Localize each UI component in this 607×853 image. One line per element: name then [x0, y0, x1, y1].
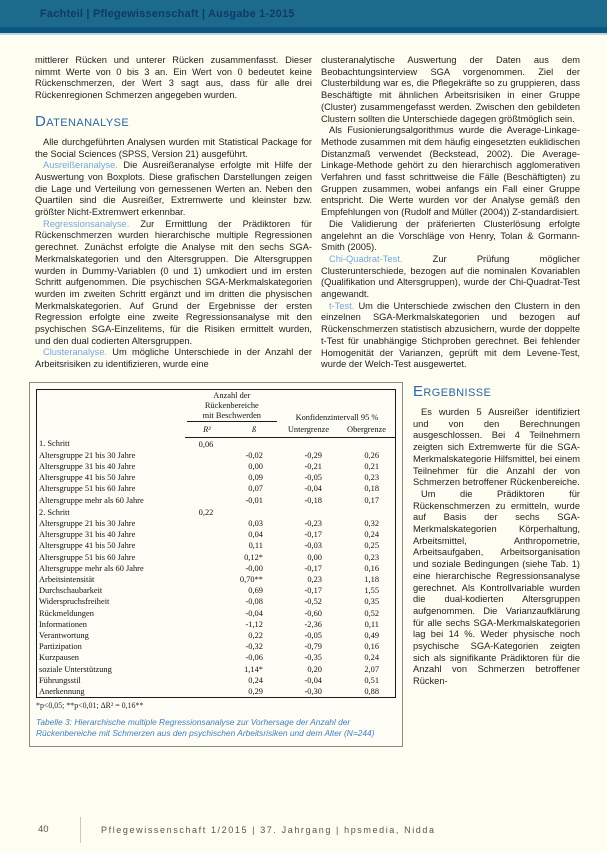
table-cell-lower: -0,17: [304, 530, 322, 540]
footer-page-number: 40: [38, 824, 49, 835]
paragraph-lead: t-Test.: [329, 300, 355, 311]
table-cell-lower: -0,03: [304, 541, 322, 551]
table-row: [37, 552, 396, 563]
table-cell-upper: 0,23: [364, 552, 379, 562]
table-cell-r2: [185, 585, 230, 596]
table-row: [37, 472, 396, 483]
table-cell-r2: 0,06: [198, 439, 214, 449]
table-cell-beta: -0,08: [245, 597, 263, 607]
table-cell-r2: [185, 563, 230, 574]
table-row: [37, 437, 396, 450]
group-header-line: Anzahl der Rückenbereiche: [204, 390, 259, 410]
table-cell-label: Kurzpausen: [39, 653, 79, 663]
paragraph: [413, 489, 580, 688]
table-cell-beta: -0,01: [245, 495, 263, 505]
paragraph-lead: Ausreißeranalyse.: [43, 160, 118, 171]
table-cell-label: Altersgruppe mehr als 60 Jahre: [39, 563, 144, 573]
table-cell-r2: [185, 619, 230, 630]
paragraph-lead: Regressionsanalyse.: [43, 218, 130, 229]
section-heading-datenanalyse: Datenanalyse: [35, 112, 130, 130]
table-row: [37, 619, 396, 630]
table-cell-r2: [185, 608, 230, 619]
table-cell-label: Informationen: [39, 619, 87, 629]
paragraph-text: Um mögliche Unterschiede in der Anzahl der Arbeitsrisiken zu identifizieren, wurde eine: [35, 347, 312, 370]
table-cell-beta: 0,12*: [244, 552, 263, 562]
table-cell-upper: 0,51: [364, 675, 379, 685]
paragraph: [321, 55, 580, 125]
column-header-r2: R²: [185, 423, 230, 437]
table-cell-upper: 0,35: [364, 597, 379, 607]
table-cell-label: Arbeitsintensität: [39, 575, 95, 585]
paragraph: [35, 160, 312, 219]
table-row: [37, 495, 396, 506]
table-cell-label: Partizipation: [39, 642, 82, 652]
table-cell-lower: -0,18: [304, 495, 322, 505]
paragraph-text: Um die Unterschiede zwischen den Clustern in den einzelnen SGA-Merkmalskategorien und bezogen auf Rückenschmerzen statistisch abzusichern, wurde der doppelte t-Test für unabhängige Stichproben gerechnet. Bei fehlender Homogenität der Varianzen, geprüft mit dem Levene-Test, wurde der Welch-Test ausgewertet.: [321, 300, 580, 370]
table-cell-label: soziale Unterstützung: [39, 664, 112, 674]
table-cell-upper: 1,18: [364, 575, 379, 585]
paragraph: [321, 254, 580, 301]
table-cell-lower: -0,05: [304, 473, 322, 483]
table-cell-lower: -0,35: [304, 653, 322, 663]
table-cell-label: Anerkennung: [39, 687, 85, 697]
table-cell-lower: -0,29: [304, 450, 322, 460]
paragraph: [35, 219, 312, 348]
table-cell-lower: -0,79: [304, 642, 322, 652]
group-header-line: mit Beschwerden: [202, 410, 261, 420]
table-row: [37, 529, 396, 540]
table-cell-lower: -0,17: [304, 563, 322, 573]
page-footer: [0, 806, 607, 853]
table-cell-label: Verantwortung: [39, 631, 89, 641]
table-cell-beta: -0,32: [245, 642, 263, 652]
table-cell-lower: -0,21: [304, 461, 322, 471]
table-cell-lower: -0,23: [304, 519, 322, 528]
table-cell-upper: 0,52: [364, 608, 379, 618]
column-middle: [321, 55, 580, 371]
table-cell-r2: [185, 472, 230, 483]
table-row: [37, 675, 396, 686]
table-cell-upper: 0,16: [364, 563, 379, 573]
paragraph: [321, 125, 580, 219]
table-cell-upper: [338, 506, 396, 518]
table-row: [37, 483, 396, 494]
table-cell-r2: 0,22: [198, 507, 214, 517]
table-cell-label: Altersgruppe 51 bis 60 Jahre: [39, 552, 136, 562]
table-cell-r2: [185, 540, 230, 551]
text-columns: [35, 55, 580, 371]
table-cell-upper: 0,11: [364, 619, 379, 629]
paragraph-text: mittlerer Rücken und unterer Rücken zusammenfasst. Dieser nimmt Werte von 0 bis 3 an. Ein Wert von 0 bedeutet keine Rückenschmerzen, der Wert 3 sagt aus, dass für alle drei Rückenregionen Schmerzen angegeben wurden.: [35, 55, 312, 101]
paragraph: [413, 407, 580, 489]
table-cell-label: Altersgruppe 31 bis 40 Jahre: [39, 530, 136, 540]
table-row: [37, 518, 396, 529]
table-cell-beta: -1,12: [245, 619, 263, 629]
paragraph-text: Als Fusionierungsalgorithmus wurde die Average-Linkage-Methode zusammen mit dem häufig eingesetzten euklidischen Distanzmaß verwendet (Beckstead, 2002). Die Average-Linkage-Methode gehört zu den hierarchisch agglomerativen Verfahren und fasst schrittweise die Fälle (Beschäftigten) zu Gruppen zusammen, wobei anfangs ein Fall einer Gruppe entspricht. Die Werte wurden vor der Analyse gemäß den Empfehlungen von (Rudolf and Müller (2004)) Z-standardisiert.: [321, 125, 580, 218]
table-cell-label: Altersgruppe mehr als 60 Jahre: [39, 495, 144, 505]
table-cell-beta: -0,00: [245, 563, 263, 573]
table-row: [37, 574, 396, 585]
paragraph: [321, 219, 580, 254]
table-cell-lower: [279, 437, 338, 450]
paragraph-text: Die Validierung der präferierten Clusterlösung erfolgte angelehnt an die Vorschläge von Henry, Tolan & Gormann-Smith (2005).: [321, 218, 580, 253]
table-row: [37, 585, 396, 596]
table-cell-upper: 0,24: [364, 653, 379, 663]
table-cell-r2: [185, 596, 230, 607]
table-cell-r2: [185, 664, 230, 675]
paragraph-text: Zur Ermittlung der Prädiktoren für Rückenschmerzen wurden hierarchische multiple Regressionen gerechnet. Zunächst erfolgte die Analyse mit den sechs SGA-Merkmalskategorien und den Altersgruppen. Die Altersgruppen wurden in Dummy-Variablen (0 und 1) umkodiert und im ersten Schritt aufgenommen. Die psychischen SGA-Merkmalskategorien wurden im zweiten Schritt ergänzt und im dritten die physischen Merkmalskategorien. Auf Grund der Ergebnisse der ersten Regression erfolgte eine zweite Regressionsanalyse mit den psychischen SGA-Einzelitems, für die Risiken ermittelt wurden, und den dual codierten Altersgruppen.: [35, 218, 312, 346]
table-cell-lower: -0,30: [304, 687, 322, 697]
table-cell-r2: [185, 630, 230, 641]
table-row: [37, 461, 396, 472]
table-cell-r2: [185, 686, 230, 698]
table-cell-beta: 0,22: [248, 631, 263, 641]
table-cell-lower: 0,00: [307, 552, 322, 562]
table-cell-beta: 0,07: [248, 484, 263, 494]
paragraph-text: Die Ausreißeranalyse erfolgte mit Hilfe der Auswertung von Boxplots. Diese grafischen Darstellungen zeigen die Lage und Verteilung von gemessenen Werten an. Neben den Quartilen sind die Ausreißer, Extremwerte und kleinster bzw. größter Nicht-Extremwert erkennbar.: [35, 160, 312, 218]
table-cell-beta: [229, 506, 279, 518]
table-cell-lower: 0,20: [307, 664, 322, 674]
paragraph-lead: Clusteranalyse.: [43, 347, 108, 358]
table-cell-r2: [185, 574, 230, 585]
regression-table-head: [37, 389, 396, 437]
column-header-upper: Obergrenze: [338, 423, 396, 437]
table-cell-r2: [185, 483, 230, 494]
column-left: [35, 55, 312, 371]
table-group-header-ci: Konfidenzintervall 95 %: [295, 412, 379, 422]
footer-journal-info: Pflegewissenschaft 1/2015 | 37. Jahrgang | hpsmedia, Nidda: [101, 824, 436, 835]
table-cell-r2: [185, 675, 230, 686]
table-cell-r2: [185, 450, 230, 461]
table-row: [37, 664, 396, 675]
table-cell-lower: -0,52: [304, 597, 322, 607]
table-row: [37, 450, 396, 461]
table-caption: Tabelle 3: Hierarchische multiple Regressionsanalyse zur Vorhersage der Anzahl der Rückenbereiche mit Schmerzen aus den psychischen Arbeitsrisiken und dem Alter (N=244): [36, 717, 375, 738]
table-cell-upper: 0,49: [364, 631, 379, 641]
table-cell-label: Altersgruppe 41 bis 50 Jahre: [39, 541, 136, 551]
table-cell-upper: 0,17: [364, 495, 379, 505]
table-footnote: *p<0,05; **p<0,01; ΔR² = 0,16**: [36, 701, 144, 711]
paragraph-lead: Chi-Quadrat-Test.: [329, 253, 403, 264]
table-cell-label: Altersgruppe 21 bis 30 Jahre: [39, 450, 136, 460]
table-cell-upper: 0,21: [364, 461, 379, 471]
table-cell-r2: [185, 518, 230, 529]
regression-table-body: [37, 437, 396, 698]
column-header-beta: ß: [229, 423, 279, 437]
table-cell-beta: 0,03: [248, 519, 263, 528]
table-row: [37, 506, 396, 518]
table-group-header-dependent: [185, 389, 279, 423]
table-cell-lower: [279, 506, 338, 518]
table-cell-r2: [185, 552, 230, 563]
table-row: [37, 652, 396, 663]
table-cell-label: Altersgruppe 21 bis 30 Jahre: [39, 519, 136, 528]
paragraph-text: Alle durchgeführten Analysen wurden mit Statistical Package for the Social Sciences (SPSS, Version 21) ausgeführt.: [35, 136, 312, 159]
page-title: Fachteil | Pflegewissenschaft | Ausgabe 1-2015: [40, 7, 295, 20]
table-cell-label: Altersgruppe 41 bis 50 Jahre: [39, 473, 136, 483]
table-cell-beta: 0,29: [248, 687, 263, 697]
table-cell-lower: -0,17: [304, 586, 322, 596]
table-cell-lower: -2,36: [304, 619, 322, 629]
header-bar: [0, 0, 607, 27]
table-cell-label: Durchschaubarkeit: [39, 586, 103, 596]
table-cell-beta: 0,70**: [239, 575, 263, 585]
table-row: [37, 540, 396, 551]
paragraph-text: Es wurden 5 Ausreißer identifiziert und von den Berechnungen ausgeschlossen. Bei 4 Teilnehmern zeigten sich Extremwerte für die SGA-Merkmalskategorie Hilfsmittel, bei einem Teilnehmer für die Anzahl der von Schmerzen betroffener Rückenbereiche.: [413, 406, 580, 488]
table-row: [37, 596, 396, 607]
regression-table: [36, 389, 396, 698]
table-cell-lower: -0,04: [304, 675, 322, 685]
paragraph: [35, 347, 312, 370]
table-cell-r2: [185, 495, 230, 506]
table-cell-upper: 2,07: [364, 664, 379, 674]
paragraph: [35, 55, 312, 102]
table-cell-beta: -0,06: [245, 653, 263, 663]
table-cell-label: Altersgruppe 51 bis 60 Jahre: [39, 484, 136, 494]
table-cell-upper: 0,32: [364, 519, 379, 528]
table-cell-lower: 0,23: [307, 575, 322, 585]
footer-divider: [80, 817, 81, 843]
paragraph-text: Um die Prädiktoren für Rückenschmerzen zu ermitteln, wurde auf Basis der sechs SGA-Merkmalskategorien Körperhaltung, Arbeitsmittel, Anthropometrie, Arbeitsaufgaben, Arbeitsorganisation und soziale Bedingungen (siehe Tab. 1) eine hierarchische Regressionsanalyse gerechnet. Als Kontrollvariable wurden die dual-kodierten Altersgruppen aufgenommen. Die Varianzaufklärung für alle sechs SGA-Merkmalskategorien lag bei 14 %. Weder physische noch psychische SGA-Kategorien zeigten sich als signifikante Prädiktoren für die Anzahl von Schmerzen betroffener Rücken-: [413, 488, 580, 687]
table-cell-beta: 0,09: [248, 473, 263, 483]
table-cell-lower: -0,05: [304, 631, 322, 641]
table-cell-label: 2. Schritt: [39, 507, 70, 517]
table-cell-upper: 0,25: [364, 541, 379, 551]
table-cell-upper: 0,18: [364, 484, 379, 494]
table-cell-label: Widerspruchsfreiheit: [39, 597, 110, 607]
table-cell-upper: 0,26: [364, 450, 379, 460]
table-row: [37, 630, 396, 641]
table-cell-upper: 0,23: [364, 473, 379, 483]
table-cell-beta: 0,24: [248, 675, 263, 685]
table-cell-label: Rückmeldungen: [39, 608, 94, 618]
section-heading-ergebnisse: Ergebnisse: [413, 382, 492, 400]
table-cell-upper: 0,88: [364, 687, 379, 697]
column-header-lower: Untergrenze: [279, 423, 338, 437]
table-cell-upper: 0,16: [364, 642, 379, 652]
table-row: [37, 641, 396, 652]
paragraph-text: clusteranalytische Auswertung der Daten aus dem Beobachtungsinterview SGA vorgenommen. Ziel der Clusterbildung war es, die Pflegekräfte so zu gruppieren, dass Beschäftigte mit ähnlichen Arbeitsrisiken in einer Gruppe (Cluster) zusammengefasst werden. Zwischen den gebildeten Clustern sollten die Unterschiede dagegen größtmöglich sein.: [321, 55, 580, 124]
table-cell-beta: -0,02: [245, 450, 263, 460]
table-cell-beta: -0,04: [245, 608, 263, 618]
table-cell-beta: 0,69: [248, 586, 263, 596]
table-cell-label: Führungsstil: [39, 675, 81, 685]
table-cell-r2: [185, 529, 230, 540]
table-cell-lower: -0,60: [304, 608, 322, 618]
table-cell-r2: [185, 461, 230, 472]
table-cell-beta: 0,00: [248, 461, 263, 471]
table-row: [37, 563, 396, 574]
regression-table-frame: [29, 382, 403, 747]
table-cell-beta: 0,04: [248, 530, 263, 540]
paragraph: [321, 301, 580, 371]
table-cell-upper: 1,55: [364, 586, 379, 596]
table-cell-upper: [338, 437, 396, 450]
table-cell-lower: -0,04: [304, 484, 322, 494]
page-content: [0, 35, 607, 747]
paragraph-text: Zur Prüfung möglicher Clusterunterschiede, bezogen auf die nominalen Kovariablen (Qualifikation und Altersgruppen), wurde der Chi-Quadrat-Test angewandt.: [321, 253, 580, 300]
table-row: [37, 686, 396, 698]
table-cell-r2: [185, 652, 230, 663]
paragraph: [35, 137, 312, 160]
table-cell-beta: 1,14*: [244, 664, 263, 674]
table-cell-label: Altersgruppe 31 bis 40 Jahre: [39, 461, 136, 471]
table-cell-beta: [229, 437, 279, 450]
table-cell-r2: [185, 641, 230, 652]
table-cell-beta: 0,11: [248, 541, 263, 551]
column-results: [413, 382, 580, 688]
bottom-row: [35, 382, 580, 747]
table-cell-upper: 0,24: [364, 530, 379, 540]
table-row: [37, 608, 396, 619]
table-cell-label: 1. Schritt: [39, 439, 70, 449]
